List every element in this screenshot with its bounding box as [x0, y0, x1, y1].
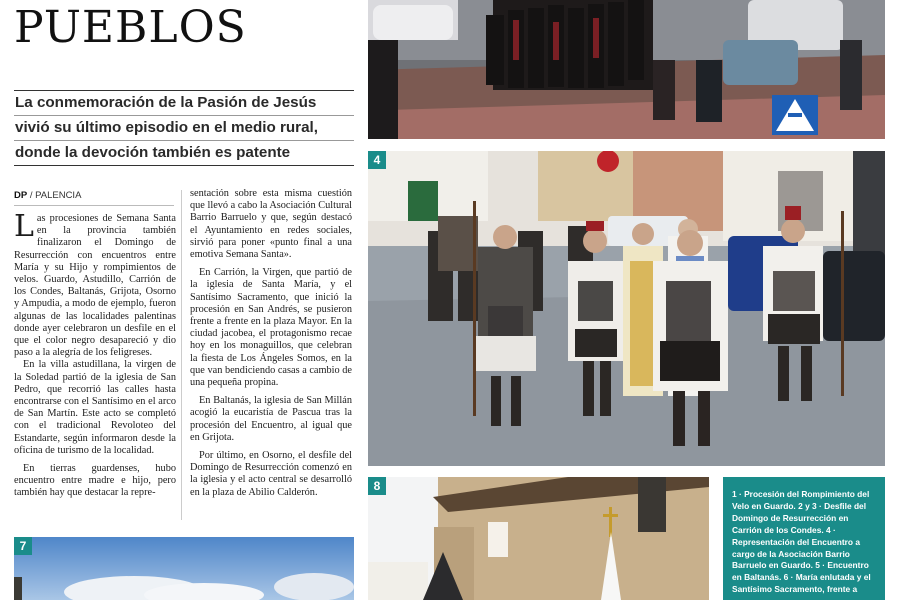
- headline-line-2: PUEBLOS: [14, 2, 247, 53]
- photo-8-image: [368, 477, 709, 600]
- subheadline-line: vivió su último episodio en el medio rural,: [14, 116, 354, 141]
- article-paragraph: En la villa astudillana, la virgen de la Soledad partió de la iglesia de San Pedro, que recorrió las calles hasta encontrarse con el Santísimo en el arco de San Martín. Este acto se completó con el tradicional Revoloteo del Estandarte, según informaron desde la oficina de turismo de la localidad.: [14, 359, 176, 456]
- article-paragraph: [14, 213, 176, 359]
- article-paragraph: Por último, en Osorno, el desfile del Domingo de Resurrección comenzó en la iglesia y el acto central se desarrolló en la plaza de Abilio Calderón.: [190, 450, 352, 498]
- paragraph-text: as procesiones de Semana Santa en la provincia también finalizaron el Domingo de Resurrección con encuentros entre María y su Hijo y rompimientos de velos. Guardo, Astudillo, Carrión de los Condes, Baltanás, Grijota, Osorno y Ampudia, a modo de ejemplo, fueron algunas de las localidades palentinas donde ayer celebraron un desfile en el que el color negro desapareció y dio paso a la alegría de los feligreses.: [14, 213, 176, 359]
- subheadline-line: donde la devoción también es patente: [15, 144, 291, 161]
- photo-number-badge: 8: [368, 477, 386, 495]
- byline-place: PALENCIA: [35, 190, 82, 201]
- photo-procession-street-image: [368, 0, 885, 139]
- photo-caption-box: [723, 477, 885, 600]
- headline: [14, 0, 354, 52]
- byline: [14, 190, 174, 206]
- photo-7: [14, 537, 354, 600]
- subheadline-line: La conmemoración de la Pasión de Jesús: [14, 91, 354, 116]
- byline-separator: /: [27, 190, 36, 201]
- subheadline: [14, 90, 354, 166]
- photo-procession-street: [368, 0, 885, 139]
- article-paragraph: En Carrión, la Virgen, que partió de la iglesia de Santa María, y el Santísimo Sacramento, que inició la procesión en San Andrés, se pusieron frente a frente en la plaza Mayor. En la ciudad jacobea, el protagonismo recae hoy en los monaguillos, que celebran la fiesta de Los Ángeles Somos, en la que van bendiciendo casas a cambio de una pequeña propina.: [190, 267, 352, 389]
- byline-agency: DP: [14, 190, 28, 201]
- article-paragraph: En Baltanás, la iglesia de San Millán acogió la eucaristía de Pascua tras la procesión del Encuentro, al igual que en Grijota.: [190, 395, 352, 443]
- article-column-2: [190, 188, 352, 518]
- photo-7-image: [14, 537, 354, 600]
- crosswalk-sign-icon: [772, 95, 818, 135]
- photo-8: [368, 477, 709, 600]
- photo-4-encounter: [368, 151, 885, 466]
- photo-4-image: [368, 151, 885, 466]
- photo-number-badge: 7: [14, 537, 32, 555]
- drop-cap: L: [14, 213, 34, 244]
- article-paragraph: En tierras guardenses, hubo encuentro entre madre e hijo, pero también hay que destacar la repre-: [14, 463, 176, 499]
- column-divider: [181, 190, 182, 520]
- photo-number-badge: 4: [368, 151, 386, 169]
- caption-text: 1 · Procesión del Rompimiento del Velo en Guardo. 2 y 3 · Desfile del Domingo de Resurrección en Carrión de los Condes. 4 · Representación del Encuentro a cargo de la Asociación Barrio Barruelo en Guardo. 5 · Encuentro en Baltanás. 6 · María enlutada y el Santísimo Sacramento, frente a: [732, 489, 871, 595]
- article-column-1: [14, 213, 176, 515]
- article-paragraph: sentación sobre esta misma cuestión que llevó a cabo la Asociación Cultural Barrio Barruelo y que, según destacó el Ayuntamiento en redes sociales, sirvió para poner «punto final a una emotiva Semana Santa».: [190, 188, 352, 261]
